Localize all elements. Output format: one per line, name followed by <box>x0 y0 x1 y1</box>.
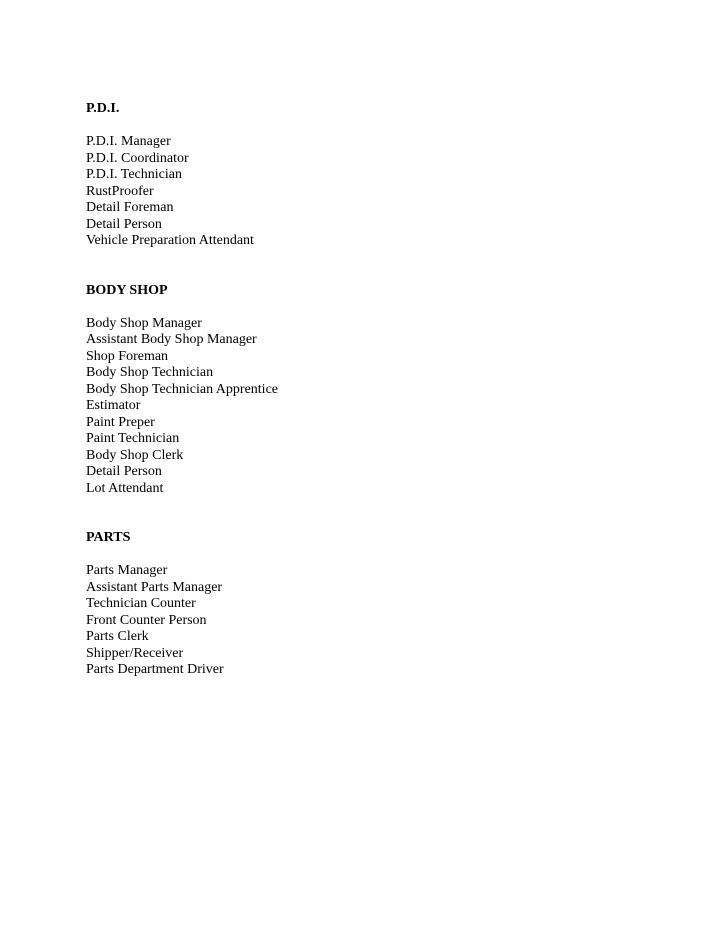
job-title: Shipper/Receiver <box>86 645 184 661</box>
job-title: Assistant Body Shop Manager <box>86 332 257 347</box>
section-heading: PARTS <box>86 530 131 545</box>
job-title: Estimator <box>86 398 141 413</box>
job-title: P.D.I. Coordinator <box>86 150 189 166</box>
job-title: Front Counter Person <box>86 612 207 628</box>
job-title: Paint Preper <box>86 414 155 430</box>
job-title: Paint Technician <box>86 431 180 446</box>
job-title: Body Shop Technician <box>86 365 214 380</box>
section-heading: P.D.I. <box>86 101 120 116</box>
section-heading: BODY SHOP <box>86 282 168 298</box>
section-body-shop <box>86 283 686 498</box>
job-title: Body Shop Manager <box>86 315 202 331</box>
job-title: Parts Manager <box>86 563 168 578</box>
job-title: Lot Attendant <box>86 480 164 496</box>
section-parts <box>86 530 686 679</box>
job-title-list <box>86 316 686 498</box>
job-title: Parts Department Driver <box>86 662 224 677</box>
job-title: Detail Person <box>86 464 162 479</box>
job-title: Shop Foreman <box>86 348 169 364</box>
job-title: Body Shop Technician Apprentice <box>86 381 279 397</box>
job-title: P.D.I. Manager <box>86 134 171 149</box>
job-title: Detail Person <box>86 216 162 232</box>
section-pdi <box>86 101 686 250</box>
job-title: RustProofer <box>86 183 154 199</box>
job-title: Assistant Parts Manager <box>86 579 223 595</box>
job-title: Parts Clerk <box>86 629 149 644</box>
job-title: Detail Foreman <box>86 200 174 215</box>
job-title: Body Shop Clerk <box>86 447 184 463</box>
job-title-list <box>86 563 686 679</box>
job-title-list <box>86 134 686 250</box>
job-title: P.D.I. Technician <box>86 167 182 182</box>
job-title: Vehicle Preparation Attendant <box>86 233 254 248</box>
document-page <box>86 101 686 679</box>
job-title: Technician Counter <box>86 596 196 611</box>
